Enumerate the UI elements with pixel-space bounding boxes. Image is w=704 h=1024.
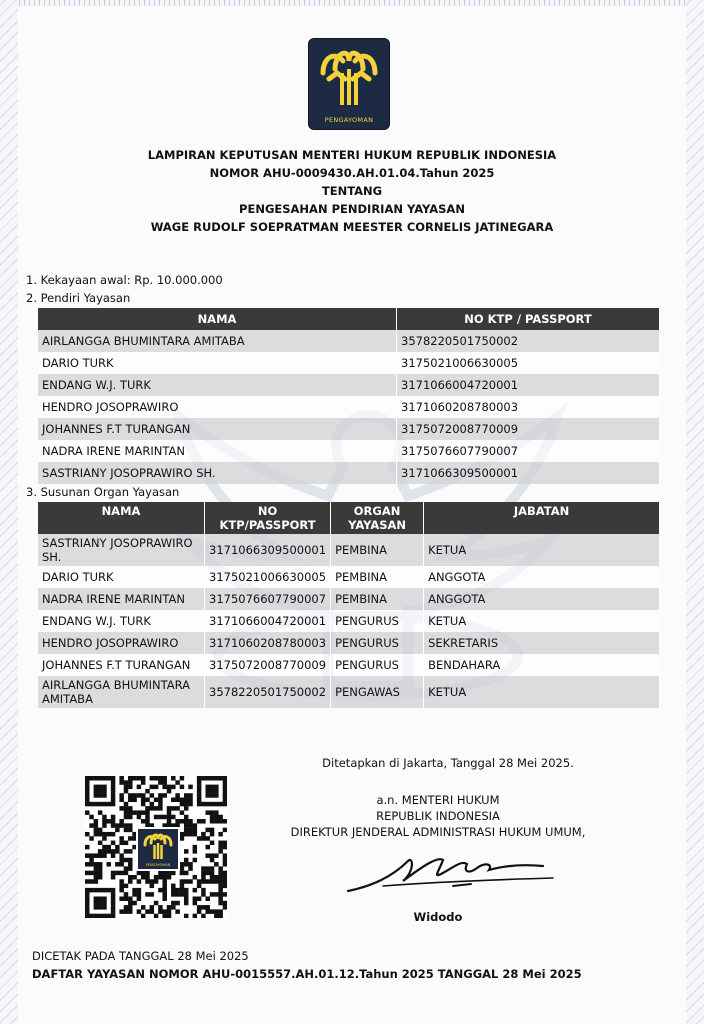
qr-logo-tree-icon: [138, 829, 178, 861]
organ-name: [38, 534, 205, 566]
founder-ktp: 3578220501750002: [397, 330, 660, 352]
organ-ktp: 3175072008770009: [205, 654, 331, 676]
table-row: [38, 330, 659, 352]
place-date: Ditetapkan di Jakarta, Tanggal 28 Mei 2025.: [322, 756, 574, 770]
col-header-nama: NAMA: [38, 308, 397, 330]
organ-ktp: 3175076607790007: [205, 588, 331, 610]
logo-label: PENGAYOMAN: [324, 116, 374, 124]
table-row: [38, 352, 659, 374]
col-header-organ: [331, 502, 424, 534]
founder-name: ENDANG W.J. TURK: [38, 374, 397, 396]
col-header-ktp: NO KTP / PASSPORT: [397, 308, 660, 330]
founder-name: NADRA IRENE MARINTAN: [38, 440, 397, 462]
founder-ktp: 3171060208780003: [397, 396, 660, 418]
founder-name: AIRLANGGA BHUMINTARA AMITABA: [38, 330, 397, 352]
table-row: [38, 396, 659, 418]
table-row: [38, 654, 659, 676]
founders-table: [38, 308, 659, 484]
organ-jabatan: KETUA: [424, 534, 659, 566]
organ-jabatan: SEKRETARIS: [424, 632, 659, 654]
registry-number: DAFTAR YAYASAN NOMOR AHU-0015557.AH.01.12.Tahun 2025 TANGGAL 28 Mei 2025: [32, 967, 582, 981]
qr-logo: [136, 827, 180, 871]
right-guilloche-border: [686, 0, 704, 1024]
organ-jabatan: ANGGOTA: [424, 588, 659, 610]
organ-name-line1: ENDANG W.J. TURK: [42, 614, 151, 628]
organ-name-line2: AMITABA: [42, 692, 93, 706]
organ-name-line1: SASTRIANY JOSOPRAWIRO: [42, 536, 193, 550]
organ-type: PENGURUS: [331, 610, 424, 632]
signatory-line-3: DIREKTUR JENDERAL ADMINISTRASI HUKUM UMUM,: [290, 825, 586, 839]
signatory-line-1: a.n. MENTERI HUKUM: [376, 793, 500, 807]
header-line-2: NOMOR AHU-0009430.AH.01.04.Tahun 2025: [209, 166, 495, 180]
col-header-ktp-line2: KTP/PASSPORT: [219, 518, 316, 532]
organ-header-row: [38, 502, 659, 534]
table-row: [38, 588, 659, 610]
col-header-jabatan: JABATAN: [424, 502, 659, 534]
organ-name: [38, 610, 205, 632]
col-header-organ-line1: ORGAN: [353, 504, 401, 518]
organ-ktp: 3171060208780003: [205, 632, 331, 654]
col-header-organ-line2: YAYASAN: [348, 518, 407, 532]
founder-name: DARIO TURK: [38, 352, 397, 374]
qr-logo-label: PENGAYOMAN: [145, 863, 171, 867]
organ-name: [38, 632, 205, 654]
table-row: [38, 676, 659, 708]
organ-name-line2: SH.: [42, 550, 62, 564]
organ-type: PEMBINA: [331, 588, 424, 610]
organ-type: PEMBINA: [331, 534, 424, 566]
founder-name: JOHANNES F.T TURANGAN: [38, 418, 397, 440]
founder-name: SASTRIANY JOSOPRAWIRO SH.: [38, 462, 397, 484]
col-header-ktp-line1: NO: [257, 504, 278, 518]
document-sheet: [18, 6, 686, 1024]
organ-type: PEMBINA: [331, 566, 424, 588]
organ-name-line1: AIRLANGGA BHUMINTARA: [42, 678, 190, 692]
organ-name: [38, 676, 205, 708]
organ-table: [38, 502, 659, 708]
table-row: [38, 374, 659, 396]
header-line-1: LAMPIRAN KEPUTUSAN MENTERI HUKUM REPUBLIK INDONESIA: [147, 148, 557, 162]
organ-jabatan: KETUA: [424, 610, 659, 632]
qr-code: [85, 776, 227, 918]
organ-jabatan: BENDAHARA: [424, 654, 659, 676]
founder-ktp: 3171066309500001: [397, 462, 660, 484]
signatory-block: [268, 792, 608, 840]
organ-name-line1: NADRA IRENE MARINTAN: [42, 592, 185, 606]
signatory-line-2: REPUBLIK INDONESIA: [376, 809, 500, 823]
header-line-4: PENGESAHAN PENDIRIAN YAYASAN: [239, 202, 465, 216]
printed-date: DICETAK PADA TANGGAL 28 Mei 2025: [32, 949, 249, 963]
pengayoman-logo: [308, 38, 390, 130]
col-header-ktp: [205, 502, 331, 534]
pengayoman-tree-icon: [309, 39, 389, 114]
organ-jabatan: KETUA: [424, 676, 659, 708]
organ-ktp: 3171066309500001: [205, 534, 331, 566]
table-row: [38, 534, 659, 566]
organ-name-line1: DARIO TURK: [42, 570, 114, 584]
organ-name: [38, 566, 205, 588]
col-header-nama: NAMA: [38, 502, 205, 534]
table-row: [38, 566, 659, 588]
header-line-5: WAGE RUDOLF SOEPRATMAN MEESTER CORNELIS JATINEGARA: [150, 220, 554, 234]
organ-ktp: 3175021006630005: [205, 566, 331, 588]
table-row: [38, 632, 659, 654]
organ-ktp: 3171066004720001: [205, 610, 331, 632]
organ-name: [38, 654, 205, 676]
left-guilloche-border: [0, 0, 18, 1024]
organ-type: PENGAWAS: [331, 676, 424, 708]
founders-header-row: [38, 308, 659, 330]
founder-ktp: 3171066004720001: [397, 374, 660, 396]
handwritten-signature: [343, 846, 563, 901]
organ-name: [38, 588, 205, 610]
organ-ktp: 3578220501750002: [205, 676, 331, 708]
table-row: [38, 610, 659, 632]
founder-ktp: 3175021006630005: [397, 352, 660, 374]
table-row: [38, 462, 659, 484]
header-line-3: TENTANG: [321, 184, 383, 198]
organ-jabatan: ANGGOTA: [424, 566, 659, 588]
section-1-initial-assets: 1. Kekayaan awal: Rp. 10.000.000: [26, 273, 223, 287]
table-row: [38, 440, 659, 462]
signatory-name: Widodo: [413, 910, 463, 924]
founder-ktp: 3175072008770009: [397, 418, 660, 440]
organ-name-line1: JOHANNES F.T TURANGAN: [42, 658, 191, 672]
section-3-title: 3. Susunan Organ Yayasan: [26, 485, 180, 499]
organ-type: PENGURUS: [331, 632, 424, 654]
organ-type: PENGURUS: [331, 654, 424, 676]
founder-name: HENDRO JOSOPRAWIRO: [38, 396, 397, 418]
section-2-title: 2. Pendiri Yayasan: [26, 291, 131, 305]
table-row: [38, 418, 659, 440]
organ-name-line1: HENDRO JOSOPRAWIRO: [42, 636, 179, 650]
founder-ktp: 3175076607790007: [397, 440, 660, 462]
document-header: [18, 146, 686, 236]
